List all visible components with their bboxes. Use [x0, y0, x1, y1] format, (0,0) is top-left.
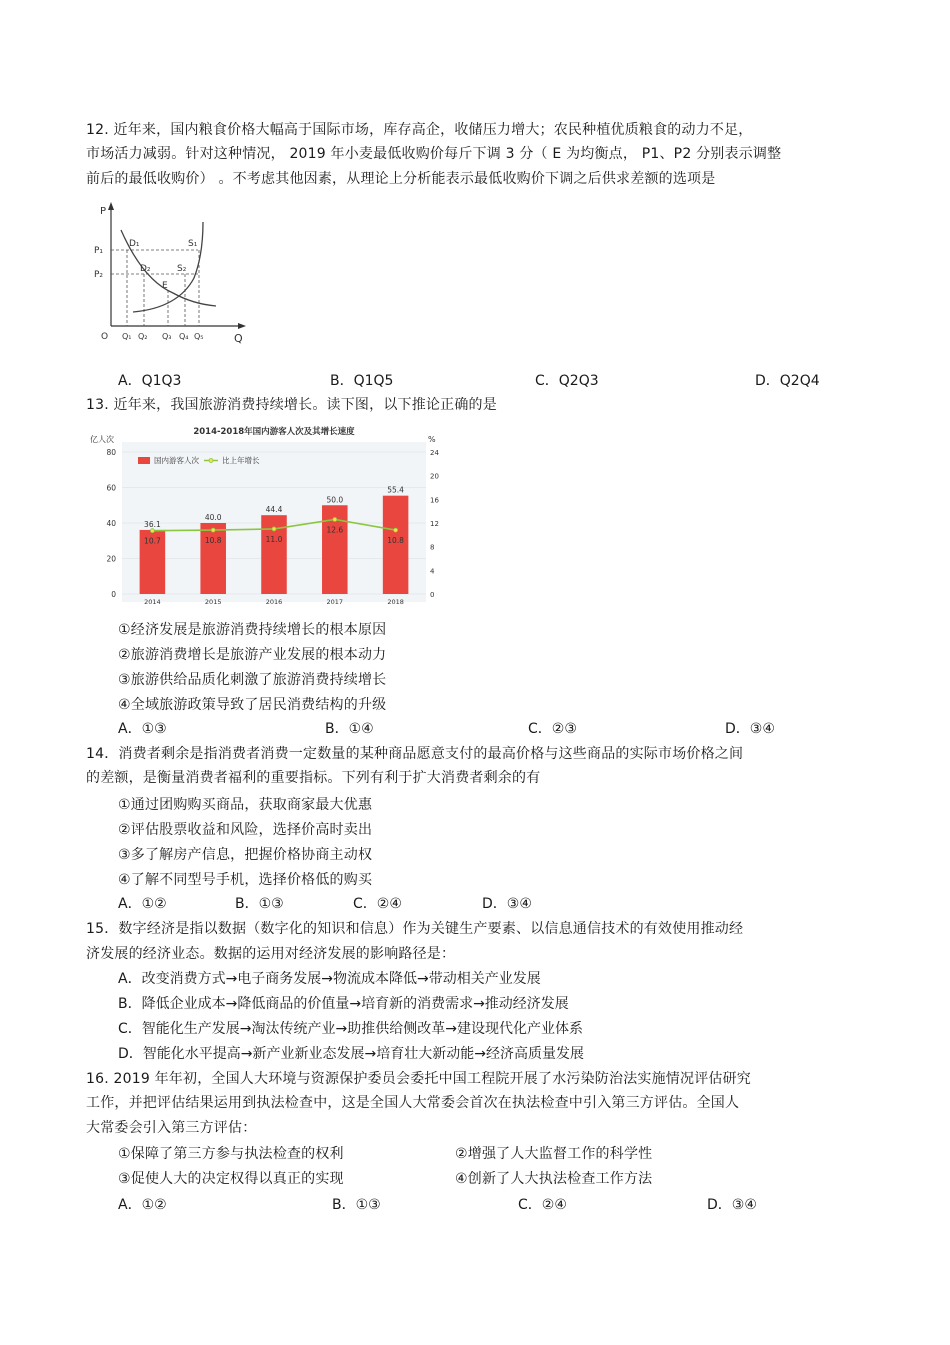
bar-value-label: 40.0 [204, 513, 222, 522]
axis-q-label: Q [234, 332, 243, 345]
bar-value-label: 55.4 [387, 485, 404, 495]
growth-point [150, 529, 154, 533]
y-left-tick-label: 80 [106, 448, 116, 457]
q12-line-1: 12. 近年来，国内粮食价格大幅高于国际市场，库存高企，收储压力增大；农民种植优质粮食的动力不足， [86, 122, 753, 138]
q16-line-2: 工作，并把评估结果运用到执法检查中，这是全国人大常委会首次在执法检查中引入第三方评估。全国人 [86, 1095, 740, 1111]
q15-option-b[interactable]: B．降低企业成本→降低商品的价值量→培育新的消费需求→推动经济发展 [118, 996, 569, 1012]
q13-item-1: ①经济发展是旅游消费持续增长的根本原因 [118, 622, 387, 638]
q14-item-3: ③多了解房产信息，把握价格协商主动权 [118, 847, 373, 863]
supply-demand-graph [88, 200, 258, 348]
y-right-tick-label: 0 [430, 591, 435, 599]
y-right-tick-label: 8 [430, 543, 435, 552]
q14-option-a[interactable]: A．①② [118, 896, 167, 912]
q14-option-b[interactable]: B．①③ [235, 896, 284, 912]
y-left-tick-label: 40 [106, 519, 116, 528]
q14-item-1: ①通过团购购买商品，获取商家最大优惠 [118, 797, 373, 813]
q16-item-2: ②增强了人大监督工作的科学性 [455, 1146, 653, 1162]
y-right-label: % [428, 435, 436, 444]
y-left-label: 亿人次 [90, 435, 114, 444]
q14-line-1: 14．消费者剩余是指消费者消费一定数量的某种商品愿意支付的最高价格与这些商品的实际市场价格之间 [86, 746, 744, 762]
e-label: E [162, 281, 168, 291]
q13-option-c[interactable]: C．②③ [528, 721, 577, 737]
q-tick-3: Q₃ [162, 332, 172, 341]
q14-option-c[interactable]: C．②④ [353, 896, 402, 912]
y-right-tick-label: 24 [430, 449, 439, 457]
x-tick-label: 2017 [326, 598, 344, 606]
q15-option-c[interactable]: C．智能化生产发展→淘汰传统产业→助推供给侧改革→建设现代化产业体系 [118, 1021, 583, 1037]
q12-option-a[interactable]: A．Q1Q3 [118, 373, 182, 389]
q16-option-b[interactable]: B．①③ [332, 1197, 381, 1213]
q13-item-2: ②旅游消费增长是旅游产业发展的根本动力 [118, 647, 387, 663]
bar-value-label: 44.4 [265, 505, 283, 515]
q-tick-2: Q₂ [138, 332, 148, 341]
q-tick-4: Q₄ [179, 332, 189, 341]
q16-option-c[interactable]: C．②④ [518, 1197, 567, 1213]
growth-value-label: 10.8 [204, 536, 222, 546]
q13-item-4: ④全域旅游政策导致了居民消费结构的升级 [118, 697, 387, 713]
bar-value-label: 50.0 [326, 495, 344, 505]
s1-label: S₁ [188, 239, 198, 249]
q16-line-1: 16. 2019 年年初，全国人大环境与资源保护委员会委托中国工程院开展了水污染防治法实施情况评估研究 [86, 1071, 751, 1087]
q13-option-b[interactable]: B．①④ [325, 721, 374, 737]
d2-label: D₂ [140, 264, 151, 274]
y-right-tick-label: 12 [430, 520, 439, 528]
q16-option-a[interactable]: A．①② [118, 1197, 167, 1213]
q12-option-d[interactable]: D．Q2Q4 [755, 373, 820, 389]
y-left-tick-label: 60 [106, 483, 116, 493]
p1-label: P₁ [94, 246, 104, 256]
y-left-tick-label: 20 [106, 554, 116, 564]
d1-label: D₁ [129, 239, 140, 249]
s2-label: S₂ [177, 264, 187, 274]
legend-bar-label: 国内游客人次 [154, 456, 199, 465]
q13-stem: 13. 近年来，我国旅游消费持续增长。读下图，以下推论正确的是 [86, 397, 497, 413]
growth-point [272, 527, 276, 531]
q14-option-d[interactable]: D．③④ [482, 896, 532, 912]
q14-item-2: ②评估股票收益和风险，选择价高时卖出 [118, 822, 373, 838]
q13-option-a[interactable]: A．①③ [118, 721, 167, 737]
q16-item-1: ①保障了第三方参与执法检查的权利 [118, 1146, 344, 1162]
bar-2015 [200, 523, 226, 594]
y-left-tick-label: 0 [111, 590, 116, 599]
q15-option-a[interactable]: A．改变消费方式→电子商务发展→物流成本降低→带动相关产业发展 [118, 971, 541, 987]
y-right-tick-label: 4 [430, 567, 435, 576]
bar-value-label: 36.1 [144, 519, 161, 529]
p2-label: P₂ [94, 270, 104, 280]
growth-point [394, 528, 398, 532]
tourism-chart [86, 420, 446, 610]
axis-p-label: P [100, 206, 107, 217]
growth-value-label: 10.7 [144, 536, 161, 546]
x-tick-label: 2016 [265, 598, 283, 606]
x-tick-label: 2018 [387, 598, 404, 606]
q12-option-c[interactable]: C．Q2Q3 [535, 373, 599, 389]
legend-bar-swatch [138, 457, 150, 464]
q13-option-d[interactable]: D．③④ [725, 721, 775, 737]
origin-label: O [101, 332, 109, 342]
q16-line-3: 大常委会引入第三方评估： [86, 1120, 257, 1136]
q15-line-2: 济发展的经济业态。数据的运用对经济发展的影响路径是： [86, 946, 456, 962]
growth-value-label: 11.0 [265, 534, 283, 544]
q16-item-4: ④创新了人大执法检查工作方法 [455, 1171, 653, 1187]
y-right-tick-label: 16 [430, 496, 439, 505]
q14-item-4: ④了解不同型号手机，选择价格低的购买 [118, 872, 373, 888]
q16-item-3: ③促使人大的决定权得以真正的实现 [118, 1171, 344, 1187]
legend-line-marker [209, 459, 213, 463]
q13-item-3: ③旅游供给品质化刺激了旅游消费持续增长 [118, 672, 387, 688]
growth-value-label: 12.6 [326, 525, 344, 535]
y-right-tick-label: 20 [430, 472, 439, 481]
growth-point [211, 528, 215, 532]
q15-option-d[interactable]: D．智能化水平提高→新产业新业态发展→培育壮大新动能→经济高质量发展 [118, 1046, 584, 1062]
q16-option-d[interactable]: D．③④ [707, 1197, 757, 1213]
x-tick-label: 2015 [204, 598, 222, 606]
x-tick-label: 2014 [144, 598, 161, 606]
q-tick-5: Q₅ [194, 332, 204, 341]
q12-line-2: 市场活力减弱。针对这种情况， 2019 年小麦最低收购价每斤下调 3 分（ E 为均衡点， P1、P2 分别表示调整 [86, 146, 782, 162]
q12-line-3: 前后的最低收购价） 。不考虑其他因素，从理论上分析能表示最低收购价下调之后供求差额的选项是 [86, 171, 716, 187]
q15-line-1: 15．数字经济是指以数据（数字化的知识和信息）作为关键生产要素、以信息通信技术的有效使用推动经 [86, 921, 744, 937]
q14-line-2: 的差额，是衡量消费者福利的重要指标。下列有利于扩大消费者剩余的有 [86, 770, 541, 786]
q-tick-1: Q₁ [122, 332, 132, 341]
growth-value-label: 10.8 [387, 536, 404, 546]
chart-title: 2014-2018年国内游客人次及其增长速度 [193, 427, 355, 437]
growth-point [333, 517, 337, 521]
q12-option-b[interactable]: B．Q1Q5 [330, 373, 394, 389]
legend-line-label: 比上年增长 [222, 456, 260, 465]
